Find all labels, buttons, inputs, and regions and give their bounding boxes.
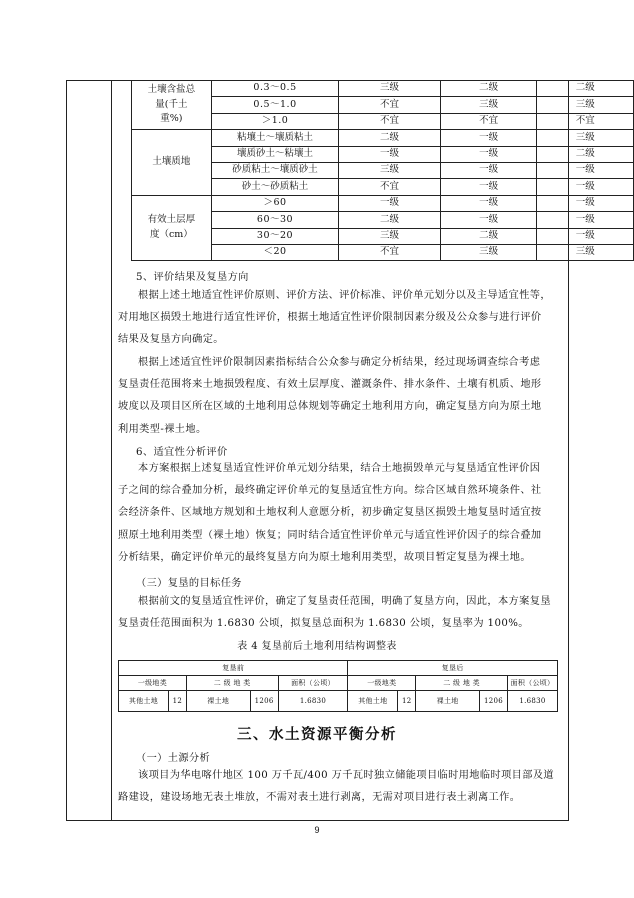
target-task-paragraph: 根据前文的复垦适宜性评价，确定了复垦责任范围，明确了复垦方向，因此，本方案复垦 复垦责任范围面积为 1.6830 公顷，拟复垦总面积为 1.6830 公顷，复垦率为 100%。 xyxy=(118,596,551,630)
grade-cell: 一级 xyxy=(537,212,634,228)
grade-cell: 一级 xyxy=(440,130,537,146)
range-cell: 30～20 xyxy=(211,228,338,244)
table4-caption: 表 4 复垦前后土地利用结构调整表 xyxy=(237,641,397,652)
table-cell: 裸土地 xyxy=(416,691,480,712)
grade-cell: 一级 xyxy=(537,195,634,211)
section6-heading: 6、适宜性分析评价 xyxy=(136,447,228,458)
after-header: 复垦后 xyxy=(348,661,558,676)
table-cell: 1206 xyxy=(479,691,507,712)
salt-label: 土壤含盐总 量(千土 重%) xyxy=(132,81,212,130)
table-row xyxy=(132,130,634,146)
range-cell: 砂土～砂质粘土 xyxy=(211,179,338,195)
grade-cell: 一级 xyxy=(440,179,537,195)
section5-heading: 5、评价结果及复垦方向 xyxy=(136,272,249,283)
land-use-adjustment-table xyxy=(118,660,558,712)
grade-cell: 二级 xyxy=(339,212,441,228)
col-header: 面积（公顷） xyxy=(507,676,557,691)
grade-cell: 不宜 xyxy=(339,97,441,113)
grade-cell: 一级 xyxy=(537,179,634,195)
grade-cell: 三级 xyxy=(440,97,537,113)
range-cell: 60～30 xyxy=(211,212,338,228)
section3-title: 三、水土资源平衡分析 xyxy=(237,727,397,743)
table-cell: 其他土地 xyxy=(119,691,169,712)
table-row xyxy=(119,661,558,676)
table-cell: 裸土地 xyxy=(186,691,250,712)
table-cell: 1.6830 xyxy=(507,691,557,712)
grade-cell: 三级 xyxy=(537,130,634,146)
grade-cell: 二级 xyxy=(440,228,537,244)
grade-cell: 一级 xyxy=(440,146,537,162)
grade-cell: 三级 xyxy=(440,244,537,260)
grade-cell: 不宜 xyxy=(339,244,441,260)
section5-paragraph-1: 根据上述土地适宜性评价原则、评价方法、评价标准、评价单元划分以及主导适宜性等， 对用地区损毁土地进行适宜性评价，根据土地适宜性评价限制因素分级及公众参与进行评价 结果及复垦方向确定。 xyxy=(118,290,551,346)
grade-cell: 二级 xyxy=(537,146,634,162)
grade-cell: 二级 xyxy=(440,81,537,97)
texture-label: 土壤质地 xyxy=(132,130,212,196)
thickness-label: 有效土层厚 度（cm） xyxy=(132,195,212,261)
grade-cell: 一级 xyxy=(440,195,537,211)
col-header: 一级地类 xyxy=(119,676,187,691)
section5-paragraph-2: 根据上述适宜性评价限制因素指标结合公众参与确定分析结果，经过现场调查综合考虑 复垦责任范围将来土地损毁程度、有效土层厚度、灌溉条件、排水条件、土壤有机质、地形 坡度以及项目区所在区域的土地利用总体规划等确定土地利用方向，确定复垦方向为原土地 利用类型-裸土地。 xyxy=(118,357,542,435)
range-cell: 砂质粘土～壤质砂土 xyxy=(211,162,338,178)
suitability-grade-table xyxy=(131,80,634,261)
grade-cell: 一级 xyxy=(440,162,537,178)
grade-cell: 一级 xyxy=(537,162,634,178)
page-number: 9 xyxy=(314,825,320,835)
grade-cell: 一级 xyxy=(339,195,441,211)
grade-cell: 三级 xyxy=(339,162,441,178)
grade-cell: 不宜 xyxy=(339,113,441,129)
grade-cell: 二级 xyxy=(537,81,634,97)
soil-source-heading: （一）土源分析 xyxy=(136,753,211,764)
table-cell: 1206 xyxy=(250,691,278,712)
col-header: 二 级 地 类 xyxy=(416,676,508,691)
range-cell: ＞60 xyxy=(211,195,338,211)
range-cell: 壤质砂土～粘壤土 xyxy=(211,146,338,162)
col-header: 一级地类 xyxy=(348,676,416,691)
range-cell: 粘壤土～壤质粘土 xyxy=(211,130,338,146)
range-cell: ＞1.0 xyxy=(211,113,338,129)
soil-source-paragraph: 该项目为华电喀什地区 100 万千瓦/400 万千瓦时独立储能项目临时用地临时项目部及道 路建设，建设场地无表土堆放，不需对表土进行剥离，无需对项目进行表土剥离工作。 xyxy=(118,770,555,804)
range-cell: 0.5～1.0 xyxy=(211,97,338,113)
grade-cell: 不宜 xyxy=(440,113,537,129)
grade-cell: 不宜 xyxy=(537,113,634,129)
grade-cell: 三级 xyxy=(537,244,634,260)
table-cell: 12 xyxy=(398,691,416,712)
grade-cell: 三级 xyxy=(339,228,441,244)
col-header: 面积（公顷） xyxy=(278,676,348,691)
table-row xyxy=(119,676,558,691)
grade-cell: 二级 xyxy=(339,130,441,146)
table-cell: 其他土地 xyxy=(348,691,398,712)
range-cell: ＜20 xyxy=(211,244,338,260)
grade-cell: 三级 xyxy=(339,81,441,97)
section6-paragraph: 本方案根据上述复垦适宜性评价单元划分结果，结合土地损毁单元与复垦适宜性评价因 子之间的综合叠加分析，最终确定评价单元的复垦适宜性方向。综合区域自然环境条件、社 会经济条件、区域地方规划和土地权利人意愿分析，初步确定复垦区损毁土地复垦时适宜按 照原土地利用类型（裸土地）恢复；同时结合适宜性评价单元与适宜性评价因子的综合叠加 分析结果，确定评价单元的最终复垦方向为原土地利用类型，故项目暂定复垦为裸土地。 xyxy=(118,463,542,563)
table-cell: 1.6830 xyxy=(278,691,348,712)
target-task-heading: （三）复垦的目标任务 xyxy=(136,578,242,589)
before-header: 复垦前 xyxy=(119,661,348,676)
grade-cell: 一级 xyxy=(440,212,537,228)
table-row xyxy=(132,81,634,97)
range-cell: 0.3～0.5 xyxy=(211,81,338,97)
table-row xyxy=(119,691,558,712)
grade-cell: 不宜 xyxy=(339,179,441,195)
grade-cell: 一级 xyxy=(339,146,441,162)
grade-cell: 三级 xyxy=(537,97,634,113)
frame-divider xyxy=(111,81,112,820)
table-cell: 12 xyxy=(168,691,186,712)
table-row xyxy=(132,195,634,211)
grade-cell: 一级 xyxy=(537,228,634,244)
col-header: 二 级 地 类 xyxy=(186,676,278,691)
